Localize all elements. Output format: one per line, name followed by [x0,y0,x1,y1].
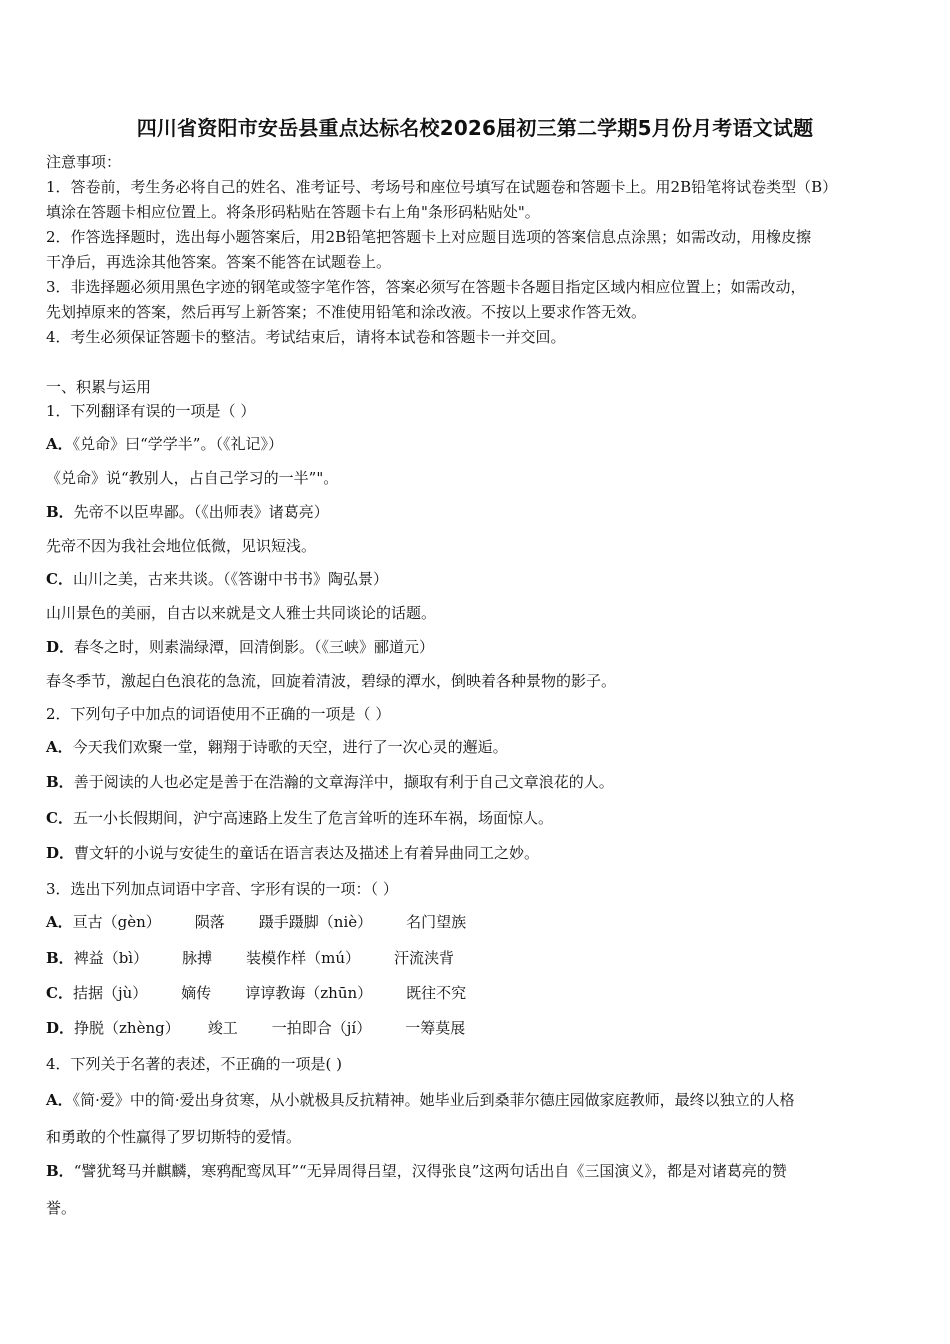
option-text: 《兑命》曰“学学半”。（《礼记》） [72,435,283,453]
notice-line: 3．非选择题必须用黑色字迹的钢笔或签字笔作答，答案必须写在答题卡各题目指定区域内相应位置上；如需改动， [46,278,806,296]
option-text: “譬犹驽马并麒麟，寒鸦配鸾凤耳”“无异周得吕望，汉得张良”这两句话出自《三国演义》，都是对诸葛亮的赞 [73,1162,787,1180]
question-4-option-a-cont: 和勇敢的个性赢得了罗切斯特的爱情。 [46,1128,302,1146]
notice-line: 先划掉原来的答案，然后再写上新答案；不准使用铅笔和涂改液。不按以上要求作答无效。 [46,303,647,321]
option-label: B． [46,1162,74,1180]
page-title: 四川省资阳市安岳县重点达标名校2026届初三第二学期5月份月考语文试题 [136,116,814,140]
option-label: A． [46,738,73,756]
question-1-stem: 1．下列翻译有误的一项是（ ） [46,402,256,420]
question-3-option-b [46,948,454,968]
question-4-option-b-cont: 誉。 [46,1199,77,1217]
option-term: 蹑手蹑脚（niè） [258,913,373,931]
option-term: 一筹莫展 [405,1019,466,1037]
question-2-option-c [46,808,553,828]
option-label: D． [46,638,75,656]
option-term: 装模作样（mú） [246,949,360,967]
option-term: 名门望族 [406,913,467,931]
option-term: 陨落 [194,913,225,931]
question-1-option-c-translation: 山川景色的美丽，自古以来就是文人雅士共同谈论的话题。 [46,604,437,622]
option-label: D． [46,844,75,862]
option-label: A． [46,1091,73,1109]
question-1-option-a [46,434,283,454]
question-1-option-a-translation: 《兑命》说“教别人，占自己学习的一半”"。 [46,469,339,487]
option-term: 汗流浃背 [394,949,455,967]
option-text: 五一小长假期间，沪宁高速路上发生了危言耸听的连环车祸，场面惊人。 [72,809,553,827]
option-text: 山川之美，古来共谈。（《答谢中书书》陶弘景） [72,570,388,588]
question-3-option-a [46,912,466,932]
option-text: 春冬之时，则素湍绿潭，回清倒影。（《三峡》郦道元） [74,638,435,656]
question-2-stem: 2．下列句子中加点的词语使用不正确的一项是（ ） [46,705,391,723]
question-1-option-b-translation: 先帝不因为我社会地位低微，见识短浅。 [46,537,317,555]
option-term: 一拍即合（jí） [271,1019,372,1037]
question-3-stem: 3．选出下列加点词语中字音、字形有误的一项：（ ） [46,880,398,898]
option-label: B． [46,773,74,791]
option-term: 嫡传 [181,984,212,1002]
option-term: 脉搏 [182,949,213,967]
notice-line: 干净后，再选涂其他答案。答案不能答在试题卷上。 [46,253,392,271]
option-text: 曹文轩的小说与安徒生的童话在语言表达及描述上有着异曲同工之妙。 [74,844,540,862]
option-text: 《简·爱》中的简·爱出身贫寒，从小就极具反抗精神。她毕业后到桑菲尔德庄园做家庭教师，最终以独立的人格 [72,1091,795,1109]
question-2-option-d [46,843,539,863]
option-label: C． [46,809,73,827]
question-1-option-c [46,569,388,589]
option-label: B． [46,503,74,521]
option-text: 先帝不以臣卑鄙。（《出师表》诸葛亮） [73,503,329,521]
question-2-option-a [46,737,508,757]
notice-line: 填涂在答题卡相应位置上。将条形码粘贴在答题卡右上角"条形码粘贴处"。 [46,203,540,221]
option-term: 谆谆教诲（zhūn） [245,984,373,1002]
option-term: 裨益（bì） [73,949,149,967]
option-term: 既往不究 [406,984,467,1002]
option-term: 亘古（gèn） [72,913,161,931]
option-term: 拮据（jù） [72,984,148,1002]
notice-line: 2．作答选择题时，选出每小题答案后，用2B铅笔把答题卡上对应题目选项的答案信息点涂黑；如需改动，用橡皮擦 [46,228,812,246]
question-3-option-d [46,1018,465,1038]
question-1-option-b [46,502,329,522]
notice-heading: 注意事项： [46,153,122,171]
option-term: 挣脱（zhèng） [74,1019,180,1037]
option-label: A． [46,435,73,453]
option-term: 竣工 [207,1019,238,1037]
question-4-option-b [46,1161,787,1181]
option-label: C． [46,570,73,588]
option-label: A． [46,913,73,931]
question-3-option-c [46,983,466,1003]
option-text: 今天我们欢聚一堂，翱翔于诗歌的天空，进行了一次心灵的邂逅。 [72,738,508,756]
question-4-stem: 4．下列关于名著的表述，不正确的一项是( ) [46,1055,343,1073]
notice-line: 4．考生必须保证答题卡的整洁。考试结束后，请将本试卷和答题卡一并交回。 [46,328,566,346]
question-1-option-d-translation: 春冬季节，激起白色浪花的急流，回旋着清波，碧绿的潭水，倒映着各种景物的影子。 [46,672,617,690]
option-label: D． [46,1019,75,1037]
question-4-option-a [46,1090,795,1110]
section-heading: 一、积累与运用 [46,378,152,396]
question-2-option-b [46,772,614,792]
option-label: B． [46,949,74,967]
option-label: C． [46,984,73,1002]
notice-line: 1．答卷前，考生务必将自己的姓名、准考证号、考场号和座位号填写在试题卷和答题卡上。用2B铅笔将试卷类型（B） [46,178,838,196]
option-text: 善于阅读的人也必定是善于在浩瀚的文章海洋中，撷取有利于自己文章浪花的人。 [73,773,614,791]
question-1-option-d [46,637,434,657]
